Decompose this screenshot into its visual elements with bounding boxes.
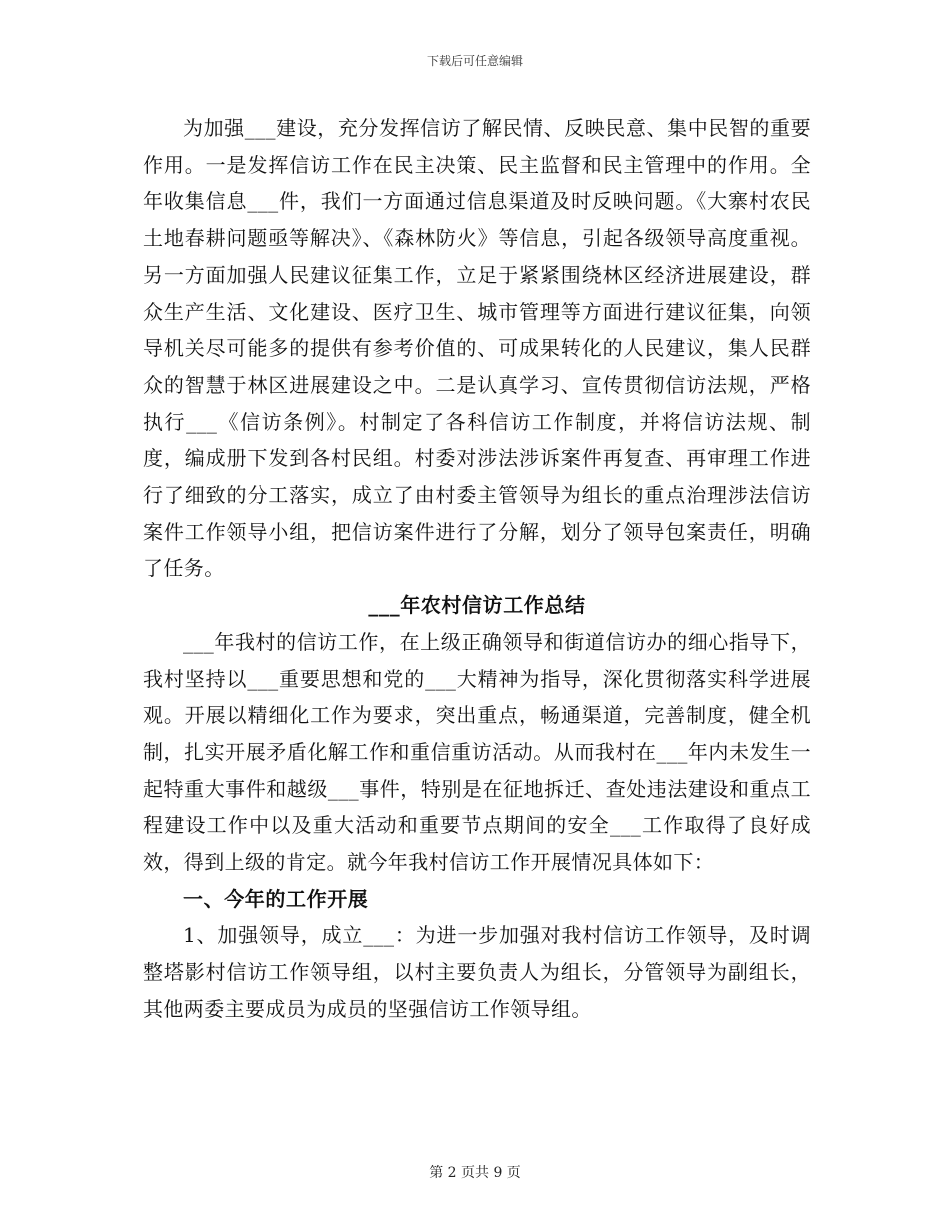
paragraph-petition-work-role: 为加强___建设，充分发挥信访了解民情、反映民意、集中民智的重要作用。一是发挥信访工作在民主决策、民主监督和民主管理中的作用。全年收集信息___件，我们一方面通过信息渠道及时反映问题。《大寨村农民土地春耕问题亟等解决》、《森林防火》等信息，引起各级领导高度重视。另一方面加强人民建议征集工作，立足于紧紧围绕林区经济进展建设，群众生产生活、文化建设、医疗卫生、城市管理等方面进行建议征集，向领导机关尽可能多的提供有参考价值的、可成果转化的人民建议，集人民群众的智慧于林区进展建设之中。二是认真学习、宣传贯彻信访法规，严格执行___《信访条例》。村制定了各科信访工作制度，并将信访法规、制度，编成册下发到各村民组。村委对涉法涉诉案件再复查、再审理工作进行了细致的分工落实，成立了由村委主管领导为组长的重点治理涉法信访案件工作领导小组，把信访案件进行了分解，划分了领导包案责任，明确了任务。 <box>143 116 811 581</box>
paragraph-annual-overview: ___年我村的信访工作，在上级正确领导和街道信访办的细心指导下，我村坚持以___重要思想和党的___大精神为指导，深化贯彻落实科学进展观。开展以精细化工作为要求，突出重点，畅通渠道，完善制度，健全机制，扎实开展矛盾化解工作和重信重访活动。从而我村在___年内未发生一起特重大事件和越级___事件，特别是在征地拆迁、查处违法建设和重点工程建设工作中以及重大活动和重要节点期间的安全___工作取得了良好成效，得到上级的肯定。就今年我村信访工作开展情况具体如下： <box>143 629 811 875</box>
page-header-note: 下载后可任意编辑 <box>426 54 523 68</box>
document-body <box>143 110 811 1028</box>
paragraph-leadership: 1、加强领导，成立___：为进一步加强对我村信访工作领导，及时调整塔影村信访工作领导组，以村主要负责人为组长，分管领导为副组长，其他两委主要成员为成员的坚强信访工作领导组。 <box>143 923 811 1021</box>
section-title: ___年农村信访工作总结 <box>368 593 586 618</box>
section-heading-work-progress: 一、今年的工作开展 <box>183 886 369 911</box>
page-number: 第 2 页共 9 页 <box>429 1165 521 1181</box>
